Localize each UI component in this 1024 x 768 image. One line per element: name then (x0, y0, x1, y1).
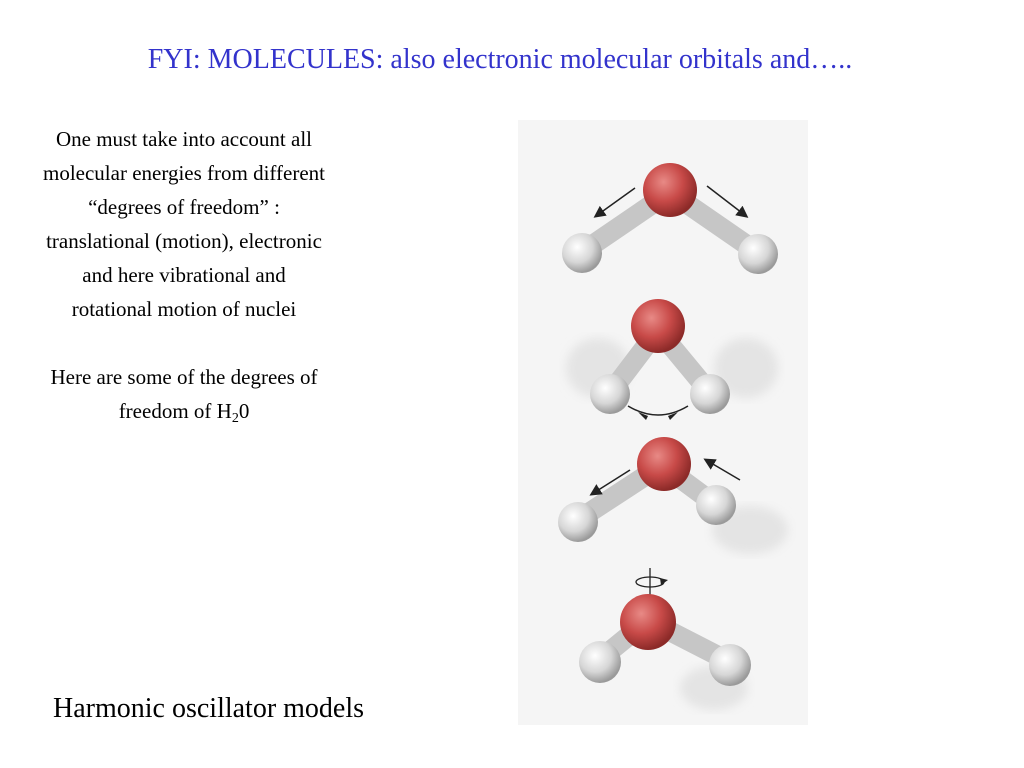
oxygen-atom (631, 299, 685, 353)
oxygen-atom (637, 437, 691, 491)
water-molecule-modes-illustration (518, 120, 808, 725)
oxygen-atom (643, 163, 697, 217)
bending-molecule (566, 299, 778, 420)
paragraph2-end: 0 (238, 399, 250, 423)
subscript-2: 2 (231, 411, 239, 426)
paragraph-degrees-of-freedom: One must take into account all molecular energies from different “degrees of freedom” : translational (motion), electronic and here vibrational and rotational motion of nuclei (42, 127, 326, 321)
paragraph2-text: Here are some of the degrees of freedom of H (50, 365, 318, 423)
bend-arrow-icon (628, 406, 688, 415)
oxygen-atom (620, 594, 676, 650)
symmetric-stretch-molecule (562, 163, 778, 274)
hydrogen-atom (562, 233, 602, 273)
hydrogen-atom (690, 374, 730, 414)
body-text (40, 122, 328, 436)
paragraph-h2o-degrees (40, 360, 328, 436)
arrow-icon (706, 460, 740, 480)
hydrogen-atom (579, 641, 621, 683)
asymmetric-stretch-molecule (558, 437, 788, 554)
water-molecule-modes-svg (518, 120, 808, 725)
rotation-molecule (579, 568, 751, 710)
hydrogen-atom (696, 485, 736, 525)
hydrogen-atom (738, 234, 778, 274)
slide-title: FYI: MOLECULES: also electronic molecular orbitals and….. (147, 44, 853, 75)
caption-harmonic-oscillator: Harmonic oscillator models (53, 693, 365, 724)
hydrogen-atom (558, 502, 598, 542)
hydrogen-atom (590, 374, 630, 414)
hydrogen-atom (709, 644, 751, 686)
